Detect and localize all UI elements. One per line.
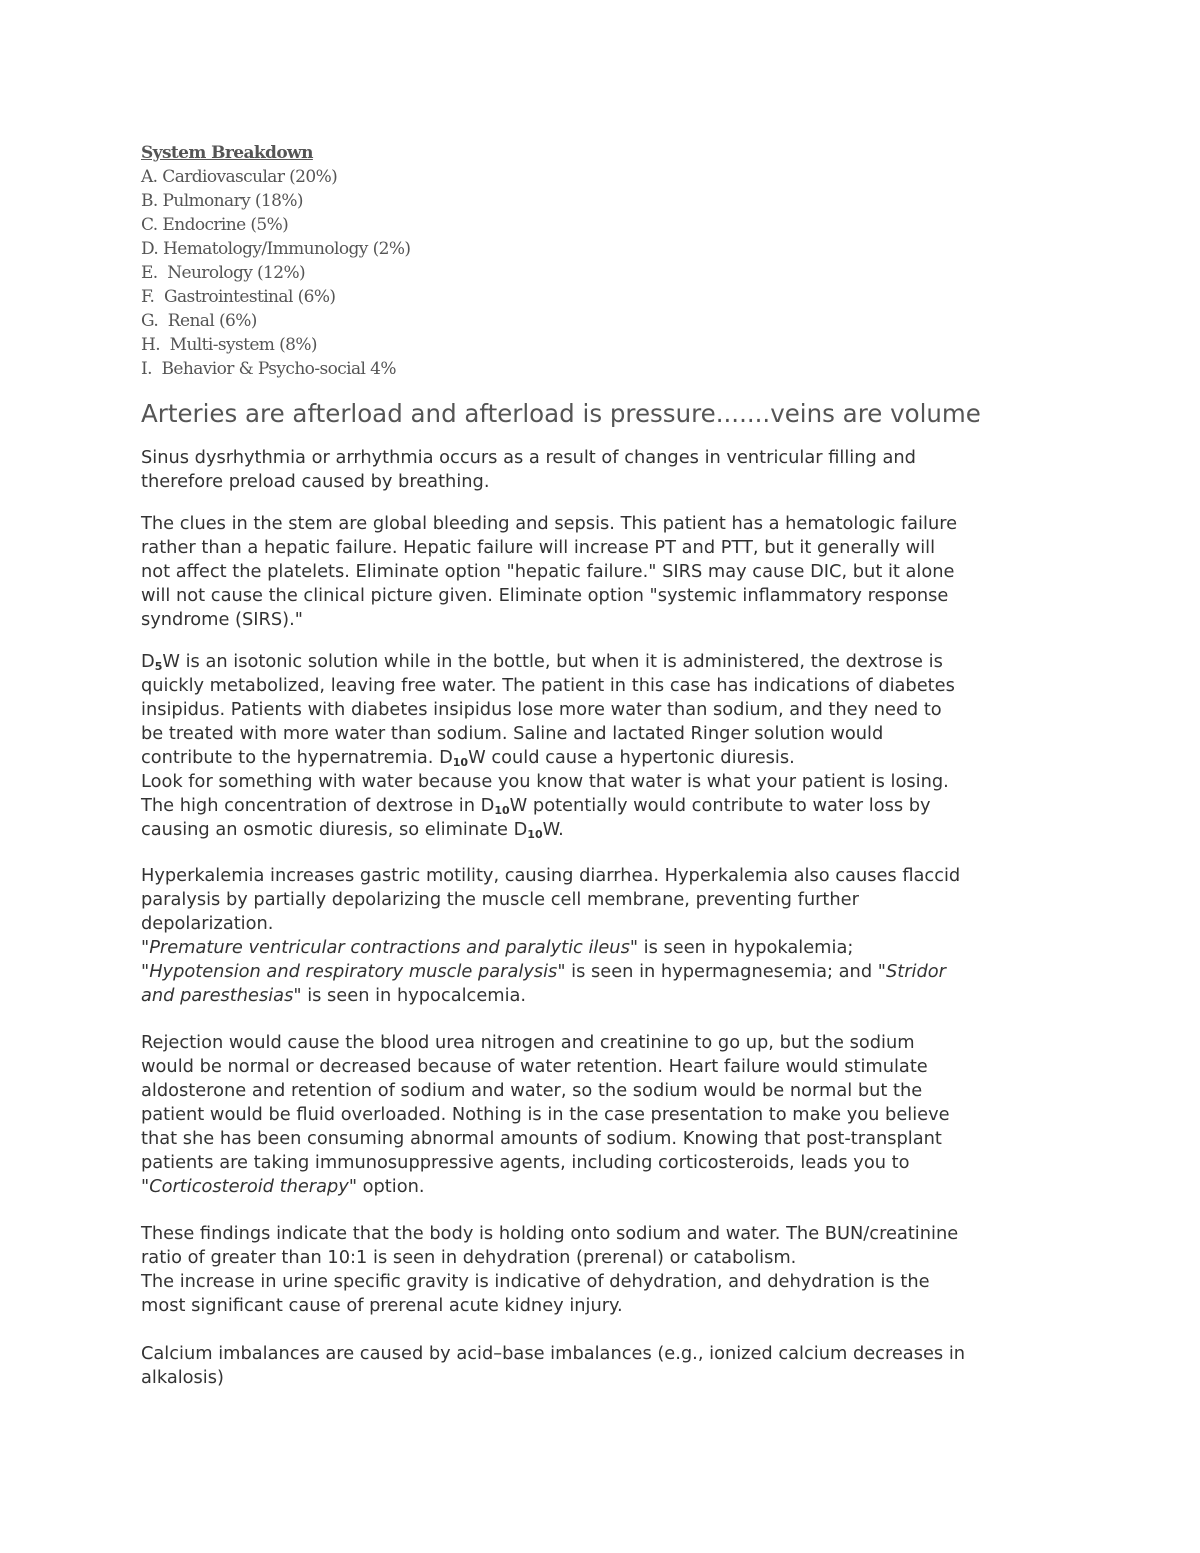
system-breakdown-item: B. Pulmonary (18%) (141, 191, 303, 211)
system-breakdown-item: F. Gastrointestinal (6%) (141, 287, 336, 307)
text-line: Look for something with water because you know that water is what your patient is losing. (141, 771, 949, 792)
paragraph-rejection (141, 1031, 1066, 1199)
paragraph-dextrose (141, 650, 1066, 842)
text-line: "Hypotension and respiratory muscle paralysis" is seen in hypermagnesemia; and "Stridor (141, 961, 946, 982)
text-line: paralysis by partially depolarizing the muscle cell membrane, preventing further (141, 889, 859, 910)
text-line: Calcium imbalances are caused by acid–base imbalances (e.g., ionized calcium decreases in (141, 1343, 966, 1364)
text-line: alkalosis) (141, 1367, 224, 1388)
text-line: These findings indicate that the body is holding onto sodium and water. The BUN/creatinine (141, 1223, 959, 1244)
text-line: quickly metabolized, leaving free water. The patient in this case has indications of diabetes (141, 675, 955, 696)
system-breakdown-item: C. Endocrine (5%) (141, 215, 289, 235)
text-line: "Premature ventricular contractions and paralytic ileus" is seen in hypokalemia; (141, 937, 854, 958)
system-breakdown-item: D. Hematology/Immunology (2%) (141, 239, 411, 259)
system-breakdown-section (141, 141, 841, 381)
text-line: $D_5W$ is an isotonic solution while in the bottle, but when it is administered, the dextrose is (141, 651, 943, 673)
text-line: and paresthesias" is seen in hypocalcemia. (141, 985, 527, 1006)
text-line: The high concentration of dextrose in $D_{10}W$ potentially would contribute to water loss by (141, 795, 931, 817)
text-line: aldosterone and retention of sodium and water, so the sodium would be normal but the (141, 1080, 923, 1101)
text-line: "Corticosteroid therapy" option. (141, 1176, 425, 1197)
system-breakdown-title: System Breakdown (141, 143, 313, 163)
text-line: ratio of greater than 10:1 is seen in dehydration (prerenal) or catabolism. (141, 1247, 797, 1268)
system-breakdown-item: H. Multi-system (8%) (141, 335, 317, 355)
text-line: not affect the platelets. Eliminate option "hepatic failure." SIRS may cause DIC, but it alone (141, 561, 955, 582)
paragraph-sodium-water (141, 1222, 1066, 1318)
text-line: be treated with more water than sodium. Saline and lactated Ringer solution would (141, 723, 884, 744)
text-line: most significant cause of prerenal acute kidney injury. (141, 1295, 623, 1316)
text-line: rather than a hepatic failure. Hepatic failure will increase PT and PTT, but it generally will (141, 537, 936, 558)
system-breakdown-item: I. Behavior & Psycho-social 4% (141, 359, 396, 379)
system-breakdown-item: G. Renal (6%) (141, 311, 257, 331)
text-line: syndrome (SIRS)." (141, 609, 303, 630)
text-line: Hyperkalemia increases gastric motility, causing diarrhea. Hyperkalemia also causes flaccid (141, 865, 961, 886)
text-line: The clues in the stem are global bleeding and sepsis. This patient has a hematologic failure (141, 513, 958, 534)
paragraph-hyperkalemia (141, 864, 1066, 1008)
text-line: The increase in urine specific gravity is indicative of dehydration, and dehydration is the (141, 1271, 930, 1292)
paragraph-calcium (141, 1342, 1066, 1390)
text-line: contribute to the hypernatremia. $D_{10}W$ could cause a hypertonic diuresis. (141, 747, 795, 769)
text-line: therefore preload caused by breathing. (141, 471, 490, 492)
text-line: Sinus dysrhythmia or arrhythmia occurs as a result of changes in ventricular filling and (141, 447, 916, 468)
section-heading: Arteries are afterload and afterload is pressure.......veins are volume (141, 399, 981, 428)
text-line: Rejection would cause the blood urea nitrogen and creatinine to go up, but the sodium (141, 1032, 915, 1053)
paragraph-hematologic-failure (141, 512, 1066, 632)
text-line: causing an osmotic diuresis, so eliminate $D_{10}W$. (141, 819, 564, 841)
text-line: depolarization. (141, 913, 274, 934)
text-line: patients are taking immunosuppressive agents, including corticosteroids, leads you to (141, 1152, 910, 1173)
text-line: insipidus. Patients with diabetes insipidus lose more water than sodium, and they need to (141, 699, 942, 720)
text-line: patient would be fluid overloaded. Nothing is in the case presentation to make you believe (141, 1104, 950, 1125)
paragraph-sinus-dysrhythmia (141, 446, 1066, 494)
system-breakdown-item: A. Cardiovascular (20%) (141, 167, 338, 187)
system-breakdown-item: E. Neurology (12%) (141, 263, 306, 283)
text-line: would be normal or decreased because of water retention. Heart failure would stimulate (141, 1056, 928, 1077)
text-line: that she has been consuming abnormal amounts of sodium. Knowing that post-transplant (141, 1128, 942, 1149)
text-line: will not cause the clinical picture given. Eliminate option "systemic inflammatory response (141, 585, 949, 606)
